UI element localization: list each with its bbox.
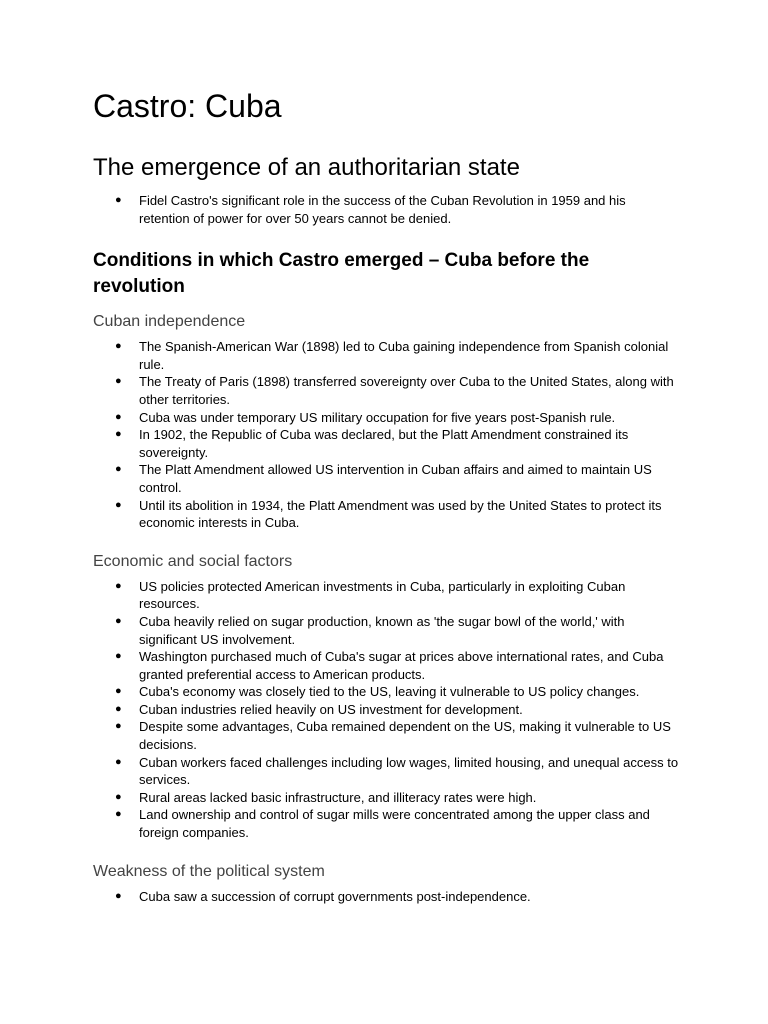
heading-cuban-independence: Cuban independence bbox=[93, 313, 246, 331]
heading-conditions: Conditions in which Castro emerged – Cuba before the revolution bbox=[93, 250, 590, 298]
list-item: ● The Platt Amendment allowed US intervention in Cuban affairs and aimed to maintain US control. bbox=[115, 462, 652, 495]
bullet-icon: ● bbox=[115, 808, 122, 821]
bullet-icon: ● bbox=[115, 702, 122, 715]
bullet-icon: ● bbox=[115, 498, 122, 511]
heading-political-weakness: Weakness of the political system bbox=[93, 862, 325, 880]
list-item: ● Cuba was under temporary US military occupation for five years post-Spanish rule. bbox=[115, 409, 616, 425]
bullet-icon: ● bbox=[115, 579, 122, 592]
bullet-icon: ● bbox=[115, 463, 122, 476]
list-item: ● Washington purchased much of Cuba's sugar at prices above international rates, and Cuba granted preferential access to American products. bbox=[115, 649, 664, 682]
list-item: ● In 1902, the Republic of Cuba was declared, but the Platt Amendment constrained its sovereignty. bbox=[115, 427, 629, 460]
bullet-icon: ● bbox=[115, 614, 122, 627]
heading-economic-social: Economic and social factors bbox=[93, 552, 293, 570]
list-item: ● Rural areas lacked basic infrastructure, and illiteracy rates were high. bbox=[115, 789, 537, 805]
list-item: ● The Spanish-American War (1898) led to Cuba gaining independence from Spanish colonial rule. bbox=[115, 339, 669, 372]
economic-bullet-list bbox=[93, 578, 683, 842]
heading-emergence: The emergence of an authoritarian state bbox=[93, 154, 520, 181]
bullet-icon: ● bbox=[115, 889, 122, 902]
bullet-icon: ● bbox=[115, 650, 122, 663]
bullet-icon: ● bbox=[115, 340, 122, 353]
list-item: ● Fidel Castro's significant role in the success of the Cuban Revolution in 1959 and his retention of power for over 50 years cannot be denied. bbox=[115, 193, 626, 226]
bullet-icon: ● bbox=[115, 428, 122, 441]
bullet-icon: ● bbox=[115, 410, 122, 423]
list-item: ● Land ownership and control of sugar mills were concentrated among the upper class and foreign companies. bbox=[115, 807, 650, 841]
document-page bbox=[93, 84, 683, 905]
bullet-icon: ● bbox=[115, 720, 122, 733]
list-item: ● Cuba's economy was closely tied to the US, leaving it vulnerable to US policy changes. bbox=[115, 684, 640, 700]
bullet-icon: ● bbox=[115, 685, 122, 698]
bullet-icon: ● bbox=[115, 375, 122, 388]
bullet-icon: ● bbox=[115, 755, 122, 768]
list-item: ● Cuba saw a succession of corrupt governments post-independence. bbox=[115, 888, 531, 904]
list-item: ● Until its abolition in 1934, the Platt Amendment was used by the United States to protect its economic interests in Cuba. bbox=[115, 497, 662, 531]
list-item: ● The Treaty of Paris (1898) transferred sovereignty over Cuba to the United States, along with other territories. bbox=[115, 374, 674, 407]
intro-bullet-list bbox=[93, 192, 683, 227]
bullet-icon: ● bbox=[115, 194, 122, 206]
list-item: ● US policies protected American investments in Cuba, particularly in exploiting Cuban resources. bbox=[115, 578, 626, 612]
page-title: Castro: Cuba bbox=[93, 88, 282, 124]
bullet-icon: ● bbox=[115, 790, 122, 803]
list-item: ● Despite some advantages, Cuba remained dependent on the US, making it vulnerable to US decisions. bbox=[115, 719, 671, 753]
list-item: ● Cuban workers faced challenges including low wages, limited housing, and unequal access to services. bbox=[115, 754, 679, 788]
independence-bullet-list bbox=[93, 338, 683, 532]
list-item: ● Cuban industries relied heavily on US investment for development. bbox=[115, 701, 523, 717]
political-bullet-list bbox=[93, 888, 683, 906]
list-item: ● Cuba heavily relied on sugar production, known as 'the sugar bowl of the world,' with significant US involvement. bbox=[115, 613, 625, 647]
